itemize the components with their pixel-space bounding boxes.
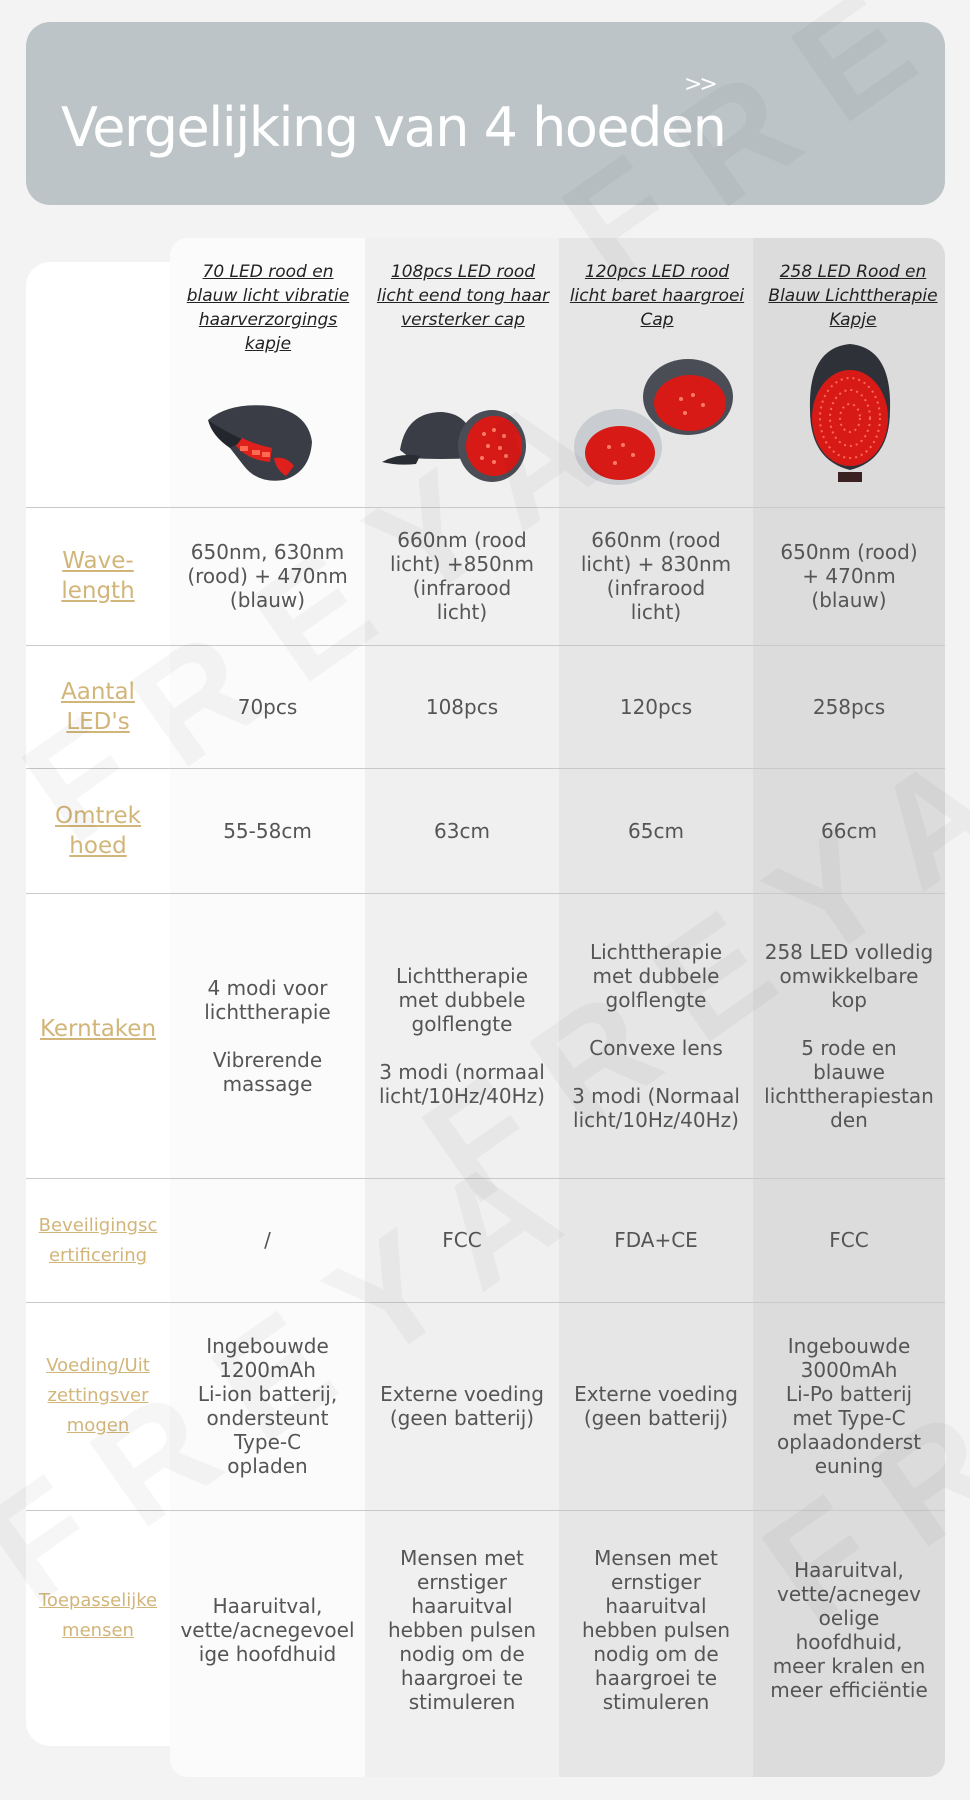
row-label-led-count[interactable]: Aantal LED's [61, 679, 135, 735]
cell-circumference-3: 65cm [628, 818, 684, 843]
cell-circumference-2: 63cm [434, 818, 490, 843]
cell-wavelength-4: 650nm (rood) + 470nm (blauw) [780, 540, 918, 612]
cell-circumference-1: 55-58cm [223, 818, 312, 843]
cell-core-functions-2: Lichttherapie met dubbele golflengte 3 modi (normaal licht/10Hz/40Hz) [379, 963, 545, 1108]
cell-wavelength-1: 650nm, 630nm (rood) + 470nm (blauw) [187, 540, 348, 612]
label-column [26, 262, 170, 1746]
chevron-right-icon: >> [684, 72, 715, 97]
cell-wavelength-3: 660nm (rood licht) + 830nm (infrarood licht) [580, 528, 732, 624]
page-title: Vergelijking van 4 hoeden [61, 96, 726, 159]
row-label-power[interactable]: Voeding/Uit zettingsver mogen [46, 1355, 150, 1436]
cell-core-functions-3: Lichttherapie met dubbele golflengte Convexe lens 3 modi (Normaal licht/10Hz/40Hz) [572, 939, 740, 1132]
cell-wavelength-2: 660nm (rood licht) +850nm (infrarood licht) [390, 528, 534, 624]
product-title-2[interactable]: 108pcs LED rood licht eend tong haar versterker cap [376, 262, 550, 330]
cell-led-count-1: 70pcs [237, 694, 298, 719]
product-title-1[interactable]: 70 LED rood en blauw licht vibratie haarverzorgings kapje [186, 262, 350, 354]
cell-certification-1: / [264, 1228, 271, 1252]
row-label-wavelength[interactable]: Wave- length [61, 548, 135, 604]
cell-power-2: Externe voeding (geen batterij) [380, 1382, 544, 1430]
cell-power-4: Ingebouwde 3000mAh Li-Po batterij met Type-C oplaadonderst euning [776, 1334, 922, 1478]
row-label-circumference[interactable]: Omtrek hoed [55, 803, 141, 859]
cell-power-1: Ingebouwde 1200mAh Li-ion batterij, ondersteunt Type-C opladen [197, 1334, 338, 1478]
cell-target-audience-3: Mensen met ernstiger haaruitval hebben pulsen nodig om de haargroei te stimuleren [581, 1546, 731, 1714]
baseball-cap-with-led-insert-icon [380, 400, 530, 485]
cell-led-count-3: 120pcs [619, 694, 693, 719]
row-label-certification[interactable]: Beveiligingsc ertificering [38, 1215, 158, 1266]
page-header [26, 22, 945, 205]
cell-core-functions-1: 4 modi voor lichttherapie Vibrerende massage [204, 975, 331, 1096]
cell-circumference-4: 66cm [821, 818, 877, 843]
cell-core-functions-4: 258 LED volledig omwikkelbare kop 5 rode en blauwe lichttherapiestan den [764, 939, 934, 1132]
cell-target-audience-1: Haaruitval, vette/acnegevoel ige hoofdhuid [180, 1594, 355, 1666]
beret-cap-pair-icon [573, 355, 738, 490]
helmet-cap-front-icon [800, 340, 900, 492]
cell-certification-2: FCC [442, 1228, 482, 1252]
cell-target-audience-2: Mensen met ernstiger haaruitval hebben pulsen nodig om de haargroei te stimuleren [387, 1546, 537, 1714]
cell-power-3: Externe voeding (geen batterij) [574, 1382, 738, 1430]
row-label-target-audience[interactable]: Toepasselijke mensen [38, 1590, 158, 1641]
product-title-3[interactable]: 120pcs LED rood licht baret haargroei Cap [569, 262, 745, 330]
cell-target-audience-4: Haaruitval, vette/acnegev oelige hoofdhuid, meer kralen en meer efficiëntie [770, 1558, 928, 1702]
led-cap-black-open-icon [200, 400, 320, 485]
cell-led-count-4: 258pcs [812, 694, 886, 719]
cell-led-count-2: 108pcs [425, 694, 499, 719]
cell-certification-3: FDA+CE [614, 1228, 698, 1252]
cell-certification-4: FCC [829, 1228, 869, 1252]
product-title-4[interactable]: 258 LED Rood en Blauw Lichttherapie Kapje [768, 262, 938, 330]
row-label-core-functions[interactable]: Kerntaken [39, 1016, 157, 1042]
